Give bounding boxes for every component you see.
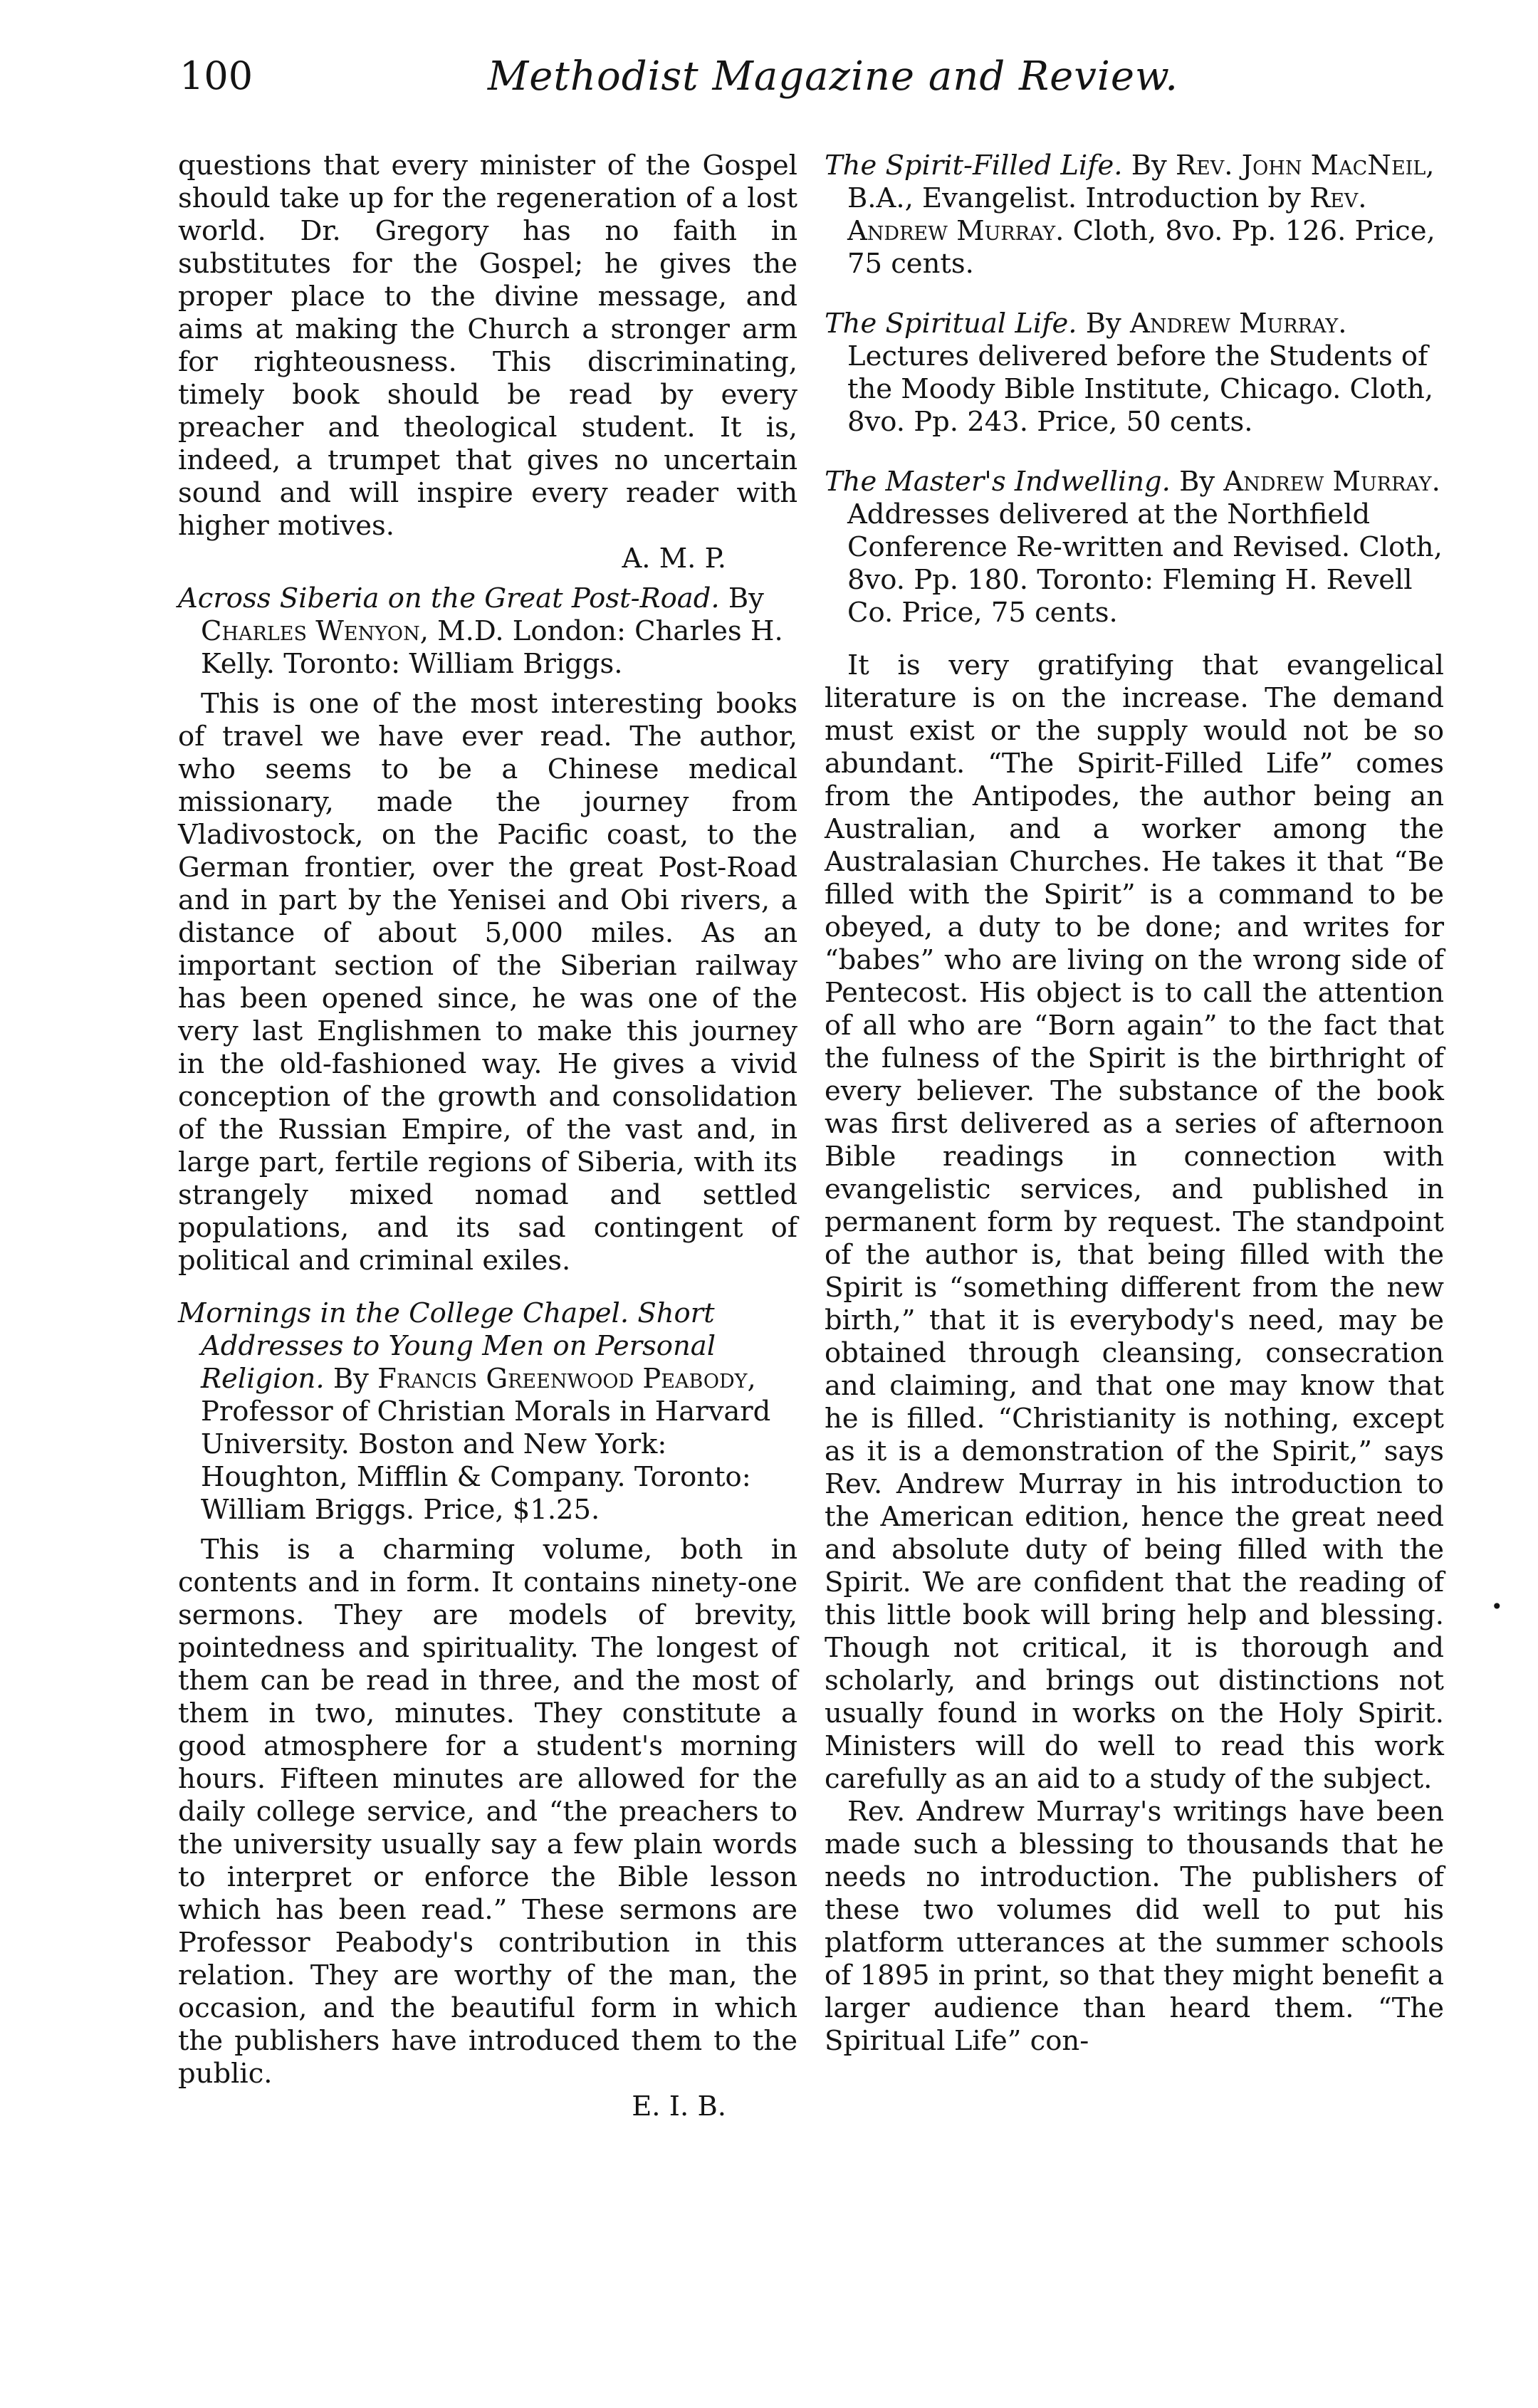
spirit-filled-details-2: . Cloth, 8vo. Pp. 126. Price, 75 cents. [847,215,1435,280]
left-column [178,150,797,2123]
right-column [825,150,1444,2058]
spiritual-life-title: The Spiritual Life. [825,308,1077,340]
spirit-filled-details: , B.A., Evangelist. Introduction by [847,150,1435,214]
siberia-author: Charles Wenyon [201,615,420,647]
masters-indwelling-title: The Master's Indwelling. [825,466,1171,498]
spirit-filled-author: Rev. John MacNeil [1176,150,1426,182]
masters-indwelling-author: Andrew Murray [1223,466,1432,498]
chapel-book-entry [178,1297,797,1527]
spiritual-life-book-entry [825,308,1444,439]
review-paragraph-2: Rev. Andrew Murray's writings have been made such a blessing to thousands that he needs no introduction. The publishers of these two volumes did well to put his platform utterances at the summer schools of 1895 in print, so that they might benefit a larger audience than heard them. “The Spiritual Life” con- [825,1796,1444,2057]
running-head: Methodist Magazine and Review. [487,53,1179,100]
intro-paragraph: questions that every minister of the Gospel should take up for the regeneration of a lost world. Dr. Gregory has no faith in substitutes for the Gospel; he gives the proper place to the divine message, and aims at making the Church a stronger arm for righteousness. This discriminating, timely book should be read by every preacher and theological student. It is, indeed, a trumpet that gives no uncertain sound and will inspire every reader with higher motives. [178,150,797,542]
chapel-signature: E. I. B. [632,2090,726,2122]
review-paragraph-1: It is very gratifying that evangelical literature is on the increase. The demand must exist or the supply would not be so abundant. “The Spirit-Filled Life” comes from the Antipodes, the author being an Australian, and a worker among the Australasian Churches. He takes it that “Be filled with the Spirit” is a command to be obeyed, a duty to be done; and writes for “babes” who are living on the wrong side of Pentecost. His object is to call the attention of all who are “Born again” to the fact that the fulness of the Spirit is the birthright of every believer. The substance of the book was first delivered as a series of afternoon Bible readings in connection with evangelistic services, and published in permanent form by request. The standpoint of the author is, that being filled with the Spirit is “something different from the new birth,” that it is everybody's need, may be obtained through cleansing, consecration and claiming, and that one may know that he is filled. “Christianity is nothing, except as it is a demonstration of the Spirit,” says Rev. Andrew Murray in his introduction to the American edition, hence the great need and absolute duty of being filled with the Spirit. We are confident that the reading of this little book will bring help and blessing. Though not critical, it is thorough and scholarly, and brings out distinctions not usually found in works on the Holy Spirit. Ministers will do well to read this work carefully as an aid to a study of the subject. [825,649,1444,1795]
spiritual-life-details: . Lectures delivered before the Students of the Moody Bible Institute, Chicago. Cloth, 8vo. Pp. 243. Price, 50 cents. [847,308,1433,438]
masters-indwelling-book-entry [825,466,1444,629]
siberia-book-title: Across Siberia on the Great Post-Road. [178,582,720,614]
margin-mark: • [1491,1595,1503,1618]
chapel-book-title: Mornings in the College Chapel. Short Addresses to Young Men on Personal Religion. [178,1297,716,1395]
chapel-details: , Professor of Christian Morals in Harvard University. Boston and New York: Houghton, Mifflin & Company. Toronto: William Briggs. Price, $1.25. [201,1363,771,1526]
siberia-review: This is one of the most interesting books of travel we have ever read. The author, who seems to be a Chinese medical missionary, made the journey from Vladivostock, on the Pacific coast, to the German frontier, over the great Post-Road and in part by the Yenisei and Obi rivers, a distance of about 5,000 miles. As an important section of the Siberian railway has been opened since, he was one of the very last Englishmen to make this journey in the old-fashioned way. He gives a vivid conception of the growth and consolidation of the Russian Empire, of the vast and, in large part, fertile regions of Siberia, with its strangely mixed nomad and settled populations, and its sad contingent of political and criminal exiles. [178,688,797,1277]
chapel-author: Francis Greenwood Peabody [377,1363,748,1395]
masters-indwelling-details: . Addresses delivered at the Northfield Conference Re-written and Revised. Cloth, 8vo. Pp. 180. Toronto: Fleming H. Revell Co. Price, 75 cents. [847,466,1443,629]
spiritual-life-by: By [1077,308,1131,340]
page-number: 100 [179,53,253,98]
masters-indwelling-by: By [1170,466,1224,498]
spirit-filled-book-entry [825,150,1444,281]
siberia-details: , M.D. London: Charles H. Kelly. Toronto: William Briggs. [201,615,783,680]
spirit-filled-by: By [1122,150,1176,182]
spirit-filled-introducer: Rev. Andrew Murray [847,182,1367,247]
chapel-review: This is a charming volume, both in contents and in form. It contains ninety-one sermons. They are models of brevity, pointedness and spirituality. The longest of them can be read in three, and the most of them in two, minutes. They constitute a good atmosphere for a student's morning hours. Fifteen minutes are allowed for the daily college service, and “the preachers to the university usually say a few plain words to interpret or enforce the Bible lesson which has been read.” These sermons are Professor Peabody's contribution in this relation. They are worthy of the man, the occasion, and the beautiful form in which the publishers have introduced them to the public. [178,1534,797,2090]
spiritual-life-author: Andrew Murray [1130,308,1339,340]
chapel-by: By [324,1363,378,1395]
intro-signature: A. M. P. [622,543,726,575]
spirit-filled-title: The Spirit-Filled Life. [825,150,1123,182]
siberia-by: By [719,582,764,614]
siberia-book-entry [178,582,797,681]
